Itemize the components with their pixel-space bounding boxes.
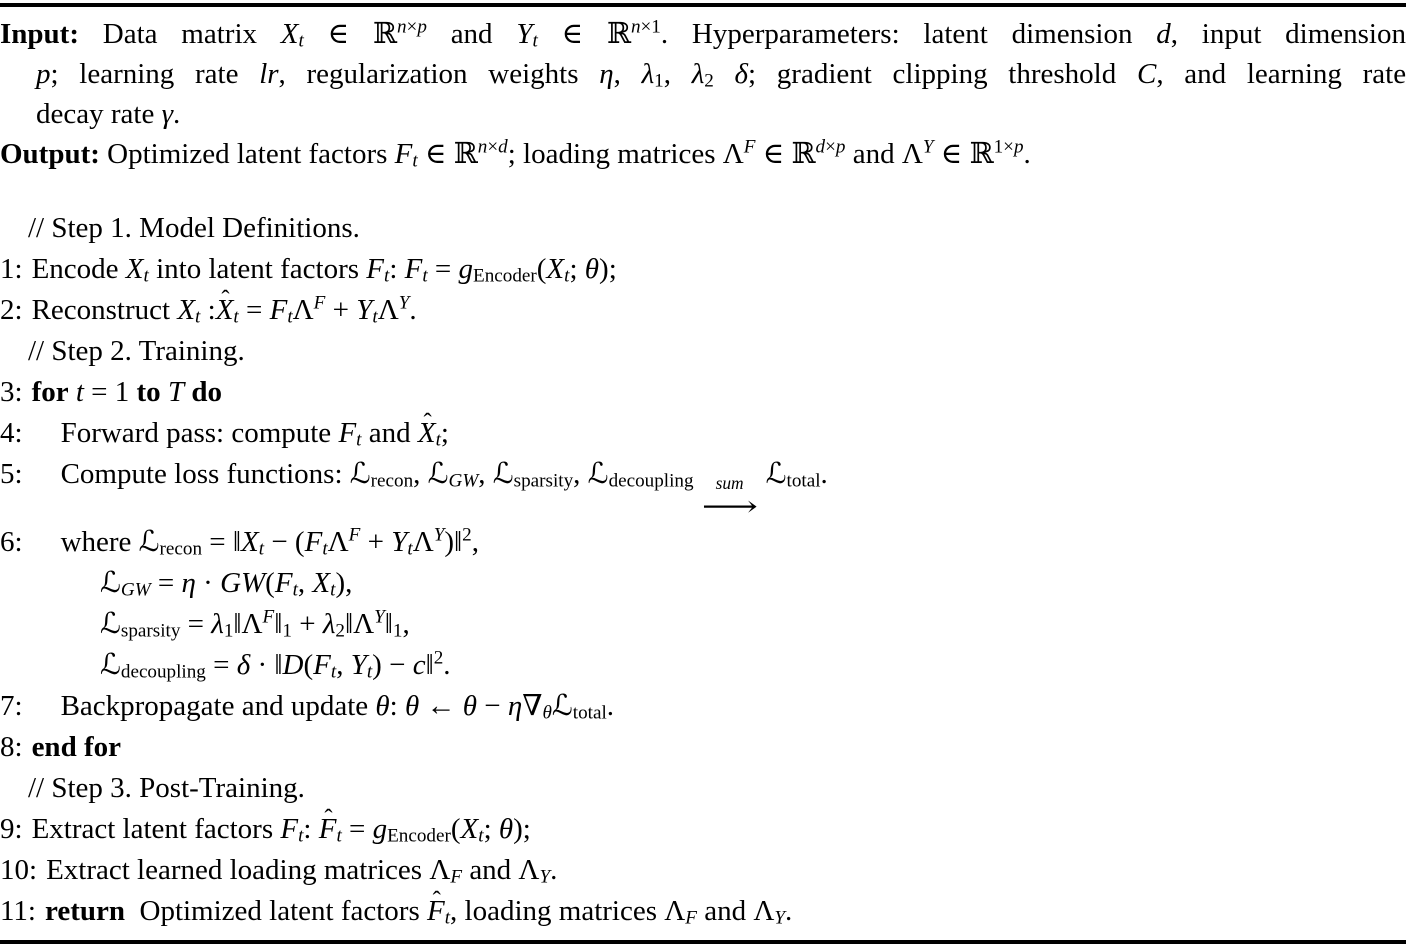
line-content: Encode $X_t$ into latent factors $F_t$: $F_t = g_{Encoder}(X_t$; θ); — [31, 253, 617, 287]
line-content: ℒ$_{sparsity}$ = $\lambda_1‖\Lambda^F‖_1$ + $\lambda_2‖\Lambda^Y‖_1$, — [100, 606, 410, 642]
algorithm-body — [0, 208, 1406, 932]
line-content: for t = 1 to T do — [31, 376, 222, 408]
line-content: end for — [31, 731, 121, 764]
output-line: Output: Optimized latent factors $F_t$ ∈ ℝ$^{n\times d}$; loading matrices $\Lambda^F$ ∈ ℝ$^{d\times p}$ and $\Lambda^Y$ ∈ ℝ$^{1\times p}$. — [0, 136, 1031, 172]
line-content: Reconstruct $X_t$ :X ˆ$_t$ = $F_t\Lambda^F + Y_t\Lambda^Y$. — [32, 294, 417, 326]
algorithm-line — [0, 413, 1406, 454]
algorithm-line — [0, 604, 1406, 645]
algorithm-line — [0, 686, 1406, 727]
line-content: ℒ$_{GW}$ = $\eta \cdot GW(F_t$, $X_t$), — [100, 567, 353, 601]
line-number: 7: — [0, 690, 23, 723]
algorithm-line — [0, 249, 1406, 290]
algorithm-line — [0, 563, 1406, 604]
line-content: Extract latent factors $F_t$: F ˆ$_t$ = $g_{Encoder}(X_t$; θ); — [32, 813, 531, 845]
algorithm-line — [0, 372, 1406, 413]
line-content: Compute loss functions: ℒ$_{recon}$, ℒ$_{GW}$, ℒ$_{sparsity}$, ℒ$_{decoupling}$ sum ⟶ ℒ$_{total}$. — [60, 458, 828, 524]
algorithm-header — [0, 14, 1406, 174]
algorithm-line — [0, 290, 1406, 331]
input-line-1: Input: Data matrix $X_t$ ∈ ℝ$^{n\times p}$ and $Y_t$ ∈ ℝ$^{n\times 1}$. Hyperparameters: latent dimension d, input dimension — [0, 16, 1406, 52]
line-content: return Optimized latent factors F ˆ$_t$, loading matrices $\Lambda_F$ and $\Lambda_Y$. — [45, 895, 792, 927]
line-content: // Step 3. Post-Training. — [28, 772, 305, 805]
algorithm-line — [0, 522, 1406, 563]
line-number: 4: — [0, 417, 23, 449]
algorithm-block — [0, 3, 1406, 929]
algorithm-line — [0, 850, 1406, 891]
line-content: // Step 1. Model Definitions. — [28, 212, 360, 244]
line-number: 11: — [0, 895, 36, 928]
line-number: 6: — [0, 526, 23, 559]
line-content: Extract learned loading matrices $\Lambda_F$ and $\Lambda_Y$. — [46, 854, 558, 888]
input-line-3: decay rate γ. — [36, 98, 181, 130]
comment-line — [0, 768, 1406, 809]
line-content: where ℒ$_{recon}$ = $‖X_t - (F_t\Lambda^F$ + $Y_t\Lambda^Y)‖^2$, — [60, 524, 479, 560]
line-content: ℒ$_{decoupling}$ = $\delta \cdot ‖D(F_t$, $Y_t$) − c‖$^2$. — [100, 647, 451, 683]
line-content: Forward pass: compute $F_t$ and X ˆ$_t$; — [61, 417, 449, 449]
line-number: 5: — [0, 458, 23, 490]
top-rule — [0, 3, 1406, 7]
comment-line — [0, 208, 1406, 249]
line-content: // Step 2. Training. — [28, 335, 245, 367]
line-number: 8: — [0, 731, 23, 764]
algorithm-line — [0, 645, 1406, 686]
line-number: 10: — [0, 854, 38, 887]
line-number: 1: — [0, 253, 23, 285]
comment-line — [0, 331, 1406, 372]
sum-arrow: sum ⟶ — [701, 472, 758, 524]
input-line-2: p; learning rate lr, regularization weights η, $\lambda_1$, $\lambda_2$ δ; gradient clipping threshold C, and learning rate — [36, 58, 1406, 92]
line-number: 3: — [0, 376, 23, 408]
line-content: Backpropagate and update θ: θ ← $\theta - \eta\nabla_\theta ℒ_{total}$. — [60, 690, 615, 724]
algorithm-line — [0, 891, 1406, 932]
line-number: 2: — [0, 294, 23, 326]
algorithm-line — [0, 727, 1406, 768]
bottom-rule — [0, 940, 1406, 944]
line-number: 9: — [0, 813, 23, 846]
algorithm-line — [0, 454, 1406, 522]
algorithm-line — [0, 809, 1406, 850]
